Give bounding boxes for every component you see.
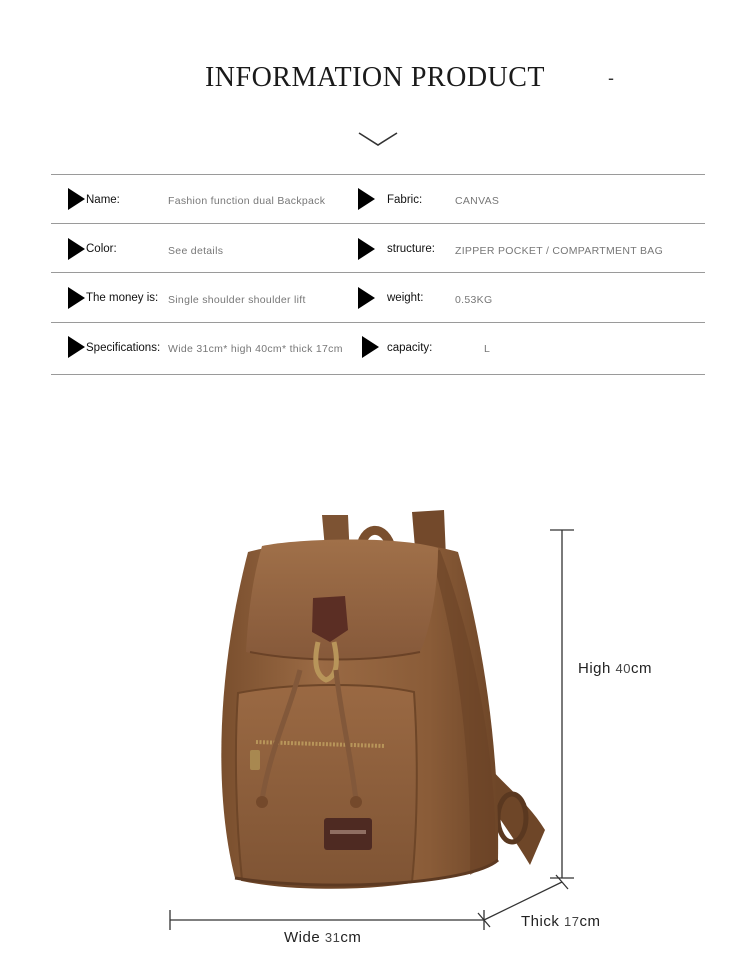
spec-label: The money is: <box>86 292 159 304</box>
thickness-value: 17 <box>564 914 580 929</box>
spec-value: CANVAS <box>455 195 500 207</box>
triangle-right-icon <box>68 188 85 210</box>
page-title: INFORMATION PRODUCT <box>204 62 546 93</box>
width-label <box>284 929 361 946</box>
width-word: Wide <box>284 929 321 946</box>
triangle-right-icon <box>362 336 379 358</box>
spec-value: Fashion function dual Backpack <box>168 195 326 207</box>
spec-label: structure: <box>387 243 435 255</box>
spec-value: L <box>484 343 491 355</box>
triangle-right-icon <box>358 188 375 210</box>
spec-value: 0.53KG <box>455 294 493 306</box>
chevron-down-icon <box>358 130 398 148</box>
spec-value: ZIPPER POCKET / COMPARTMENT BAG <box>455 245 664 257</box>
height-word: High <box>578 660 611 677</box>
width-unit: cm <box>340 929 362 946</box>
thickness-word: Thick <box>521 913 560 930</box>
triangle-right-icon <box>68 287 85 309</box>
height-unit: cm <box>631 660 652 677</box>
triangle-right-icon <box>358 238 375 260</box>
spec-value: Single shoulder shoulder lift <box>168 294 306 306</box>
spec-label: Specifications: <box>86 342 161 354</box>
backpack-image <box>0 480 750 979</box>
spec-label: Fabric: <box>387 194 423 206</box>
title-dash: - <box>608 68 614 88</box>
spec-row <box>51 272 705 322</box>
spec-row <box>51 174 705 224</box>
thickness-unit: cm <box>579 913 601 930</box>
spec-value: Wide 31cm* high 40cm* thick 17cm <box>168 343 343 355</box>
height-label <box>578 660 652 677</box>
spec-label: Name: <box>86 194 120 206</box>
height-value: 40 <box>615 661 631 676</box>
triangle-right-icon <box>68 238 85 260</box>
spec-value: See details <box>168 245 224 257</box>
spec-row <box>51 223 705 273</box>
width-value: 31 <box>324 930 341 945</box>
spec-label: weight: <box>387 292 424 304</box>
spec-label: Color: <box>86 243 117 255</box>
spec-label: capacity: <box>387 342 433 354</box>
triangle-right-icon <box>68 336 85 358</box>
triangle-right-icon <box>358 287 375 309</box>
spec-row <box>51 322 705 372</box>
thickness-label <box>521 913 600 930</box>
